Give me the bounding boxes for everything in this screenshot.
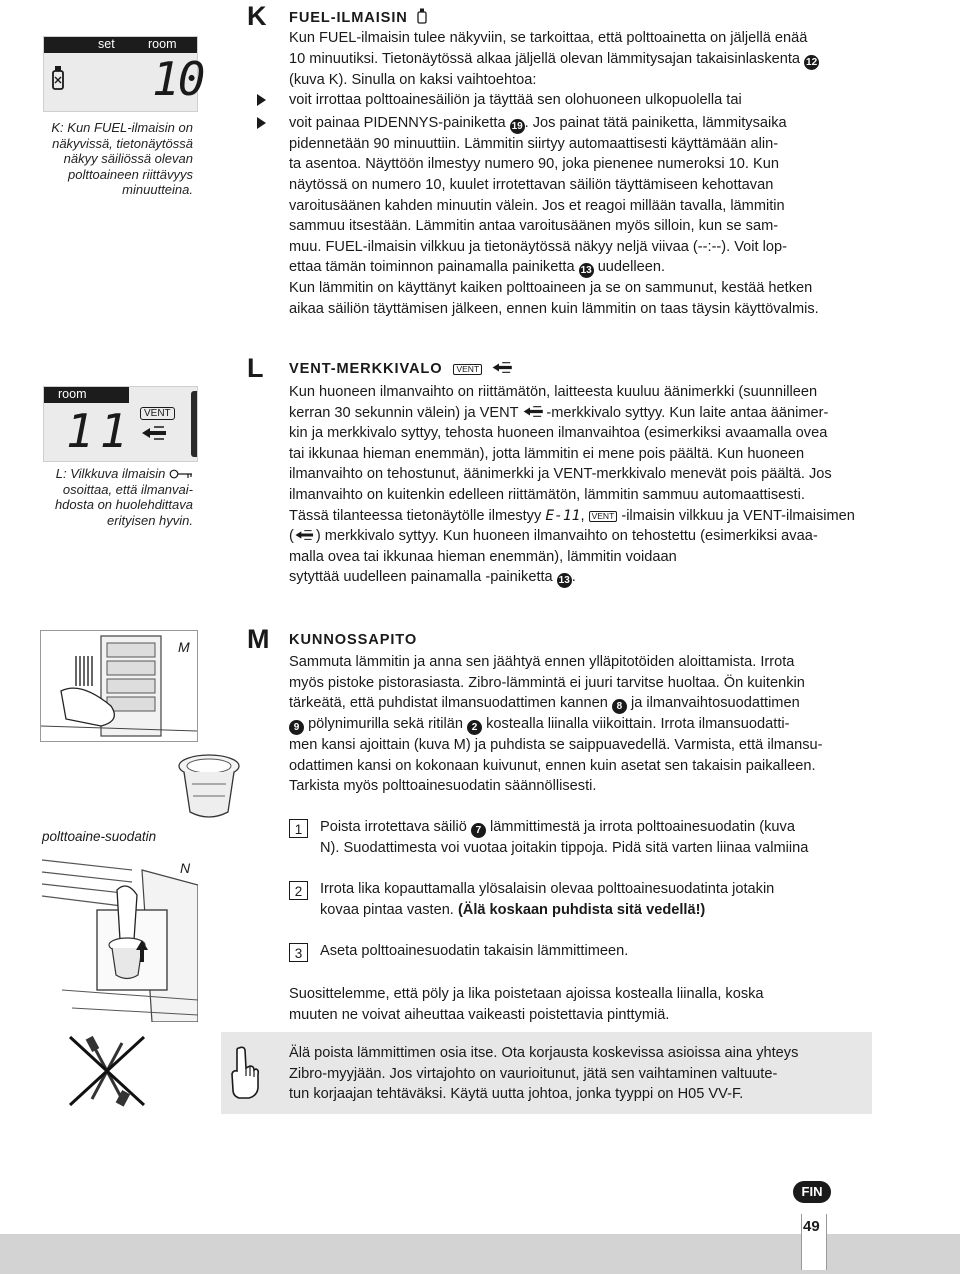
text-line: sammuu itsestään. Lämmitin antaa varoitusäänen myös silloin, kun se sam-	[289, 218, 779, 235]
text-line: malla ovea tai ikkunaa hieman enemmän), lämmitin voidaan	[289, 548, 677, 565]
warning-note-box	[221, 1032, 872, 1114]
caption-l	[30, 466, 193, 528]
caption-line: erityisen hyvin.	[107, 512, 193, 528]
text-line: tärkeätä, että puhdistat ilmansuodattimen kannen 8 ja ilmanvaihtosuodattimen	[289, 695, 800, 713]
text-line: ilmanvaihto on tehostunut, äänimerkki ja VENT-merkkivalo menevät pois päältä. Jos	[289, 466, 832, 483]
display-k-digits: 10	[152, 52, 204, 106]
section-m-heading: KUNNOSSAPITO	[289, 632, 418, 648]
text-line: kovaa pintaa vasten. (Älä koskaan puhdista sitä vedellä!)	[320, 901, 706, 918]
text-line: Kun FUEL-ilmaisin tulee näkyviin, se tarkoittaa, että polttoainetta on jäljellä enää	[289, 30, 808, 46]
text-line: ( ) merkkivalo syttyy. Kun huoneen ilmanvaihto on tehostettu (esimerkiksi avaa-	[289, 528, 818, 545]
text-line: Suosittelemme, että pöly ja lika poistetaan ajoissa kostealla liinalla, koska	[289, 986, 764, 1002]
figure-m-label: M	[178, 639, 190, 655]
text-line: 9 pölynimurilla sekä ritilän 2 kostealla liinalla viikoittain. Irrota ilmansuodatti-	[289, 714, 929, 735]
text-line: myös pistoke pistorasiasta. Zibro-lämmintä ei juuri tarvitse huoltaa. Ön kuitenkin	[289, 674, 805, 691]
caption-k	[30, 120, 193, 198]
caption-line: polttoaineen riittävyys	[67, 166, 193, 182]
step-number-box: 2	[289, 881, 308, 900]
figure-m	[40, 630, 198, 742]
section-m-letter: M	[247, 624, 270, 654]
pointing-hand-icon	[227, 1046, 261, 1100]
text-line: tun korjaajan tehtäväksi. Käytä uutta johtoa, jonka tyyppi on H05 VV-F.	[289, 1086, 744, 1103]
bullet-item	[257, 113, 929, 279]
caption-line: K: Kun FUEL-ilmaisin on	[51, 120, 193, 135]
warning-text: (Älä koskaan puhdista sitä vedellä!)	[457, 901, 706, 918]
text-line: muuten ne voivat aiheuttaa vaikeasti poistettavia pinttymiä.	[289, 1006, 670, 1023]
text-line: näytössä on numero 10, kuulet irrotettavan säiliön täyttämiseen kehottavan	[289, 176, 774, 193]
warning-note-text	[289, 1043, 869, 1105]
ref-number: 9	[289, 720, 304, 735]
section-l-letter: L	[247, 353, 264, 383]
step-1-text	[320, 817, 930, 859]
text-line: kin ja merkkivalo syttyy, tehosta huoneen ilmanvaihtoa (esimerkiksi avaamalla ovea	[289, 425, 828, 442]
section-l-heading	[289, 361, 515, 377]
step-2-text	[320, 879, 930, 920]
fuel-filter-label: polttoaine-suodatin	[42, 829, 157, 844]
caption-line: minuutteina.	[122, 182, 193, 198]
section-k-letter: K	[247, 1, 267, 31]
text-line: Zibro-myyjään. Jos virtajohto on vaurioitunut, jätä sen vaihtaminen valtuute-	[289, 1065, 778, 1082]
display-l-label-bar	[44, 387, 129, 403]
bullet-item	[257, 90, 929, 113]
text-line: Tarkista myös polttoainesuodatin säännöllisesti.	[289, 778, 597, 795]
key-icon	[169, 469, 193, 479]
display-l-digits: 11	[66, 404, 134, 458]
section-l-title: VENT-MERKKIVALO	[289, 361, 443, 377]
bullet-arrow-icon	[257, 90, 289, 113]
text-line: ta asentoa. Näyttöön ilmestyy numero 90, joka pienenee numeroksi 10. Kun	[289, 156, 779, 173]
page-number-box	[801, 1214, 827, 1270]
caption-line: L: Vilkkuva ilmaisin	[30, 466, 193, 482]
text-line: Älä poista lämmittimen osia itse. Ota korjausta koskevissa asioissa aina yhteys	[289, 1045, 799, 1061]
error-code: E-11	[545, 506, 581, 524]
text-line: voit painaa PIDENNYS-painiketta 19 . Jos painat tätä painiketta, lämmitysaika	[289, 114, 787, 132]
section-k-heading	[289, 8, 427, 26]
ref-number: 8	[612, 699, 627, 714]
text-line: ettaa tämän toiminnon painamalla painiketta 13 uudelleen.	[289, 259, 666, 277]
ref-number: 13	[580, 265, 592, 277]
text-line: pidennetään 90 minuuttiin. Lämmitin siirtyy automaattisesti käyttämään alin-	[289, 135, 779, 152]
display-set-label: set	[98, 37, 115, 51]
section-k-body	[289, 28, 929, 320]
ref-number: 13	[558, 575, 570, 587]
text-line: Kun huoneen ilmanvaihto on riittämätön, laitteesta kuuluu äänimerkki (suunnilleen	[289, 384, 818, 400]
text-line: sytyttää uudelleen painamalla -painiketta 13 .	[289, 569, 576, 587]
dust-note	[289, 984, 929, 1025]
vent-arrow-icon	[491, 361, 515, 374]
figure-n-label: N	[180, 860, 191, 876]
caption-line: näkyvissä, tietonäytössä	[52, 135, 193, 151]
vent-arrow-icon	[140, 425, 170, 441]
figure-n	[42, 850, 198, 1022]
text-line: varoitusäänen kahden minuutin välein. Jos et reagoi millään tavalla, lämmitin	[289, 197, 785, 214]
display-l-knob	[191, 391, 197, 457]
fuel-can-icon	[417, 8, 427, 24]
display-room-label: room	[58, 387, 87, 401]
fuel-filter-illustration	[170, 752, 248, 824]
text-line: muu. FUEL-ilmaisin vilkkuu ja tietonäytössä näkyy neljä viivaa (--:--). Voit lop-	[289, 238, 787, 255]
bullet-text: voit irrottaa polttoainesäiliön ja täyttää sen olohuoneen ulkopuolella tai	[289, 92, 742, 109]
vent-badge: VENT	[589, 511, 618, 522]
text-line: aikaa säiliön täyttämisen jälkeen, ennen kuin lämmitin on taas täysin käyttövalmis.	[289, 300, 819, 317]
display-k	[43, 36, 204, 112]
text-line: Irrota lika kopauttamalla ylösalaisin olevaa polttoainesuodatinta jotakin	[320, 881, 775, 897]
bullet-arrow-icon	[257, 113, 289, 279]
text-line: ilmanvaihto on kuitenkin edelleen riittämätön, lämmitin sammuu automaattisesti.	[289, 486, 805, 503]
display-room-label: room	[148, 37, 177, 51]
text-line: men kansi ajoittain (kuva M) ja puhdista se saippuavedellä. Varmista, että ilmansu-	[289, 737, 823, 754]
page-number: 49	[803, 1218, 820, 1235]
text-line: 10 minuutiksi. Tietonäytössä alkaa jäljellä olevan lämmitysajan takaisinlaskenta 12	[289, 50, 818, 68]
caption-line: osoittaa, että ilmanvai-	[62, 481, 193, 497]
ref-number: 12	[806, 56, 818, 68]
text-line: kerran 30 sekunnin välein) ja VENT -merkkivalo syttyy. Kun laite antaa äänimer-	[289, 404, 829, 421]
language-badge: FIN	[793, 1181, 831, 1203]
text-line: Poista irrotettava säiliö 7 lämmittimestä ja irrota polttoainesuodatin (kuva	[320, 819, 795, 836]
text-line: Kun lämmitin on käyttänyt kaiken polttoaineen ja se on sammunut, kestää hetken	[289, 280, 813, 297]
fuel-filter-removal-illustration	[42, 850, 198, 1022]
step-3-text: Aseta polttoainesuodatin takaisin lämmittimeen.	[320, 943, 629, 959]
section-l-body	[289, 382, 929, 588]
text-line: Tässä tilanteessa tietonäytölle ilmestyy E-11, VENT -ilmaisin vilkkuu ja VENT-ilmaisimen	[289, 506, 855, 524]
ref-number: 7	[471, 823, 486, 838]
vent-arrow-icon	[294, 529, 316, 541]
section-k-title: FUEL-ILMAISIN	[289, 10, 408, 26]
text-line: (kuva K). Sinulla on kaksi vaihtoehtoa:	[289, 71, 537, 88]
display-k-label-bar	[44, 37, 197, 53]
caption-line: näkyy säiliössä olevan	[63, 151, 193, 167]
step-number-box: 1	[289, 819, 308, 838]
vent-arrow-icon	[522, 405, 546, 418]
no-tools-crossed-icon	[62, 1033, 152, 1109]
fuel-can-icon	[50, 65, 66, 91]
section-m-body	[289, 652, 929, 797]
vent-badge: VENT	[453, 364, 482, 375]
text-line: Sammuta lämmitin ja anna sen jäähtyä ennen ylläpitotöiden aloittamista. Irrota	[289, 654, 795, 670]
text-line: tai ikkunaa hieman enemmän), jotta lämmitin ei mene pois päältä. Kun huoneen	[289, 445, 805, 462]
caption-line: hdosta on huolehdittava	[54, 497, 193, 513]
display-l	[43, 386, 198, 462]
step-number-box: 3	[289, 943, 308, 962]
vent-badge: VENT	[140, 407, 175, 420]
heater-filter-illustration	[41, 631, 197, 741]
ref-number: 2	[467, 720, 482, 735]
ref-number: 19	[511, 120, 523, 132]
text-line: N). Suodattimesta voi vuotaa joitakin tippoja. Pidä sitä varten liinaa valmiina	[320, 840, 809, 856]
text-line: odattimen kansi on kokonaan kuivunut, ennen kuin asetat sen takaisin paikalleen.	[289, 757, 816, 774]
